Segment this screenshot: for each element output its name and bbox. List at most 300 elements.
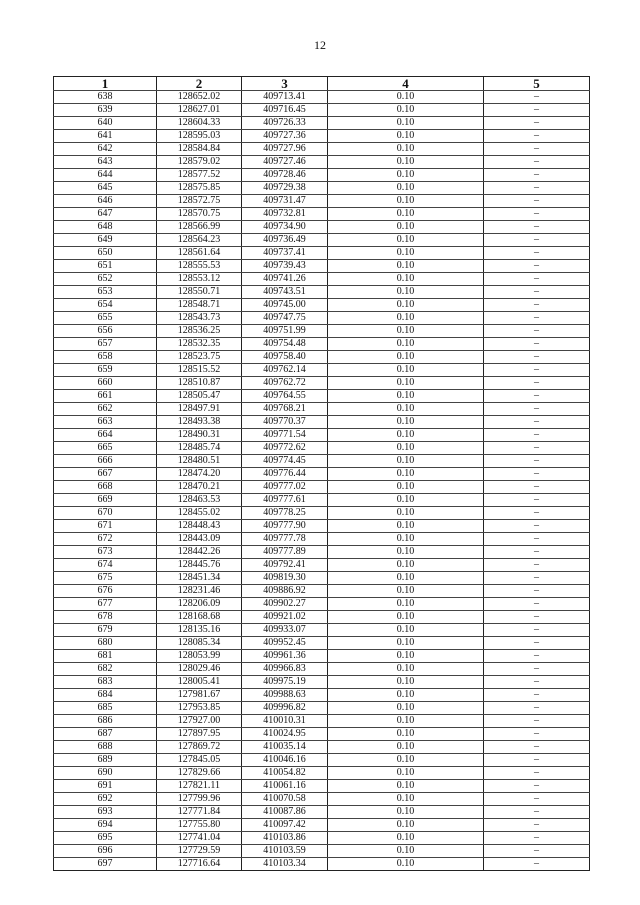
accuracy-cell: 0.10 [328, 585, 484, 598]
note-cell: – [484, 364, 590, 377]
y-coordinate-cell: 409770.37 [242, 416, 328, 429]
accuracy-cell: 0.10 [328, 663, 484, 676]
x-coordinate-cell: 128451.34 [157, 572, 242, 585]
accuracy-cell: 0.10 [328, 741, 484, 754]
point-number-cell: 672 [54, 533, 157, 546]
table-row [54, 130, 590, 143]
table-row [54, 208, 590, 221]
point-number-cell: 693 [54, 806, 157, 819]
x-coordinate-cell: 128135.16 [157, 624, 242, 637]
y-coordinate-cell: 410035.14 [242, 741, 328, 754]
y-coordinate-cell: 409716.45 [242, 104, 328, 117]
accuracy-cell: 0.10 [328, 481, 484, 494]
table-row [54, 754, 590, 767]
x-coordinate-cell: 128448.43 [157, 520, 242, 533]
y-coordinate-cell: 409819.30 [242, 572, 328, 585]
point-number-cell: 669 [54, 494, 157, 507]
point-number-cell: 680 [54, 637, 157, 650]
point-number-cell: 659 [54, 364, 157, 377]
point-number-cell: 671 [54, 520, 157, 533]
point-number-cell: 676 [54, 585, 157, 598]
point-number-cell: 681 [54, 650, 157, 663]
table-row [54, 663, 590, 676]
y-coordinate-cell: 409778.25 [242, 507, 328, 520]
table-row [54, 351, 590, 364]
point-number-cell: 665 [54, 442, 157, 455]
table-row [54, 416, 590, 429]
table-row [54, 507, 590, 520]
accuracy-cell: 0.10 [328, 286, 484, 299]
accuracy-cell: 0.10 [328, 416, 484, 429]
table-row [54, 156, 590, 169]
point-number-cell: 690 [54, 767, 157, 780]
y-coordinate-cell: 409754.48 [242, 338, 328, 351]
y-coordinate-cell: 409886.92 [242, 585, 328, 598]
point-number-cell: 697 [54, 858, 157, 871]
note-cell: – [484, 442, 590, 455]
table-row [54, 845, 590, 858]
note-cell: – [484, 702, 590, 715]
x-coordinate-cell: 128206.09 [157, 598, 242, 611]
x-coordinate-cell: 127927.00 [157, 715, 242, 728]
table-row [54, 637, 590, 650]
y-coordinate-cell: 410024.95 [242, 728, 328, 741]
table-row [54, 195, 590, 208]
y-coordinate-cell: 409727.36 [242, 130, 328, 143]
table-row [54, 234, 590, 247]
accuracy-cell: 0.10 [328, 546, 484, 559]
accuracy-cell: 0.10 [328, 611, 484, 624]
accuracy-cell: 0.10 [328, 195, 484, 208]
point-number-cell: 650 [54, 247, 157, 260]
note-cell: – [484, 741, 590, 754]
column-header-2: 2 [157, 77, 242, 91]
accuracy-cell: 0.10 [328, 247, 484, 260]
accuracy-cell: 0.10 [328, 806, 484, 819]
note-cell: – [484, 260, 590, 273]
x-coordinate-cell: 128470.21 [157, 481, 242, 494]
table-row [54, 533, 590, 546]
y-coordinate-cell: 409762.14 [242, 364, 328, 377]
table-row [54, 715, 590, 728]
point-number-cell: 679 [54, 624, 157, 637]
x-coordinate-cell: 128510.87 [157, 377, 242, 390]
accuracy-cell: 0.10 [328, 572, 484, 585]
accuracy-cell: 0.10 [328, 156, 484, 169]
point-number-cell: 651 [54, 260, 157, 273]
x-coordinate-cell: 127829.66 [157, 767, 242, 780]
y-coordinate-cell: 410070.58 [242, 793, 328, 806]
table-row [54, 624, 590, 637]
note-cell: – [484, 390, 590, 403]
point-number-cell: 692 [54, 793, 157, 806]
x-coordinate-cell: 128548.71 [157, 299, 242, 312]
note-cell: – [484, 312, 590, 325]
table-row [54, 728, 590, 741]
accuracy-cell: 0.10 [328, 299, 484, 312]
table-row [54, 819, 590, 832]
column-header-5: 5 [484, 77, 590, 91]
y-coordinate-cell: 409728.46 [242, 169, 328, 182]
y-coordinate-cell: 409933.07 [242, 624, 328, 637]
x-coordinate-cell: 128455.02 [157, 507, 242, 520]
x-coordinate-cell: 127953.85 [157, 702, 242, 715]
note-cell: – [484, 806, 590, 819]
accuracy-cell: 0.10 [328, 130, 484, 143]
note-cell: – [484, 494, 590, 507]
y-coordinate-cell: 409743.51 [242, 286, 328, 299]
x-coordinate-cell: 128474.20 [157, 468, 242, 481]
note-cell: – [484, 169, 590, 182]
y-coordinate-cell: 409996.82 [242, 702, 328, 715]
column-header-4: 4 [328, 77, 484, 91]
y-coordinate-cell: 409739.43 [242, 260, 328, 273]
table-row [54, 598, 590, 611]
y-coordinate-cell: 409975.19 [242, 676, 328, 689]
y-coordinate-cell: 409762.72 [242, 377, 328, 390]
accuracy-cell: 0.10 [328, 598, 484, 611]
table-body [54, 91, 590, 871]
note-cell: – [484, 286, 590, 299]
table-row [54, 793, 590, 806]
y-coordinate-cell: 409745.00 [242, 299, 328, 312]
note-cell: – [484, 416, 590, 429]
table-row [54, 520, 590, 533]
x-coordinate-cell: 128575.85 [157, 182, 242, 195]
x-coordinate-cell: 127729.59 [157, 845, 242, 858]
table-row [54, 676, 590, 689]
accuracy-cell: 0.10 [328, 715, 484, 728]
table-row [54, 468, 590, 481]
x-coordinate-cell: 127716.64 [157, 858, 242, 871]
x-coordinate-cell: 128595.03 [157, 130, 242, 143]
accuracy-cell: 0.10 [328, 390, 484, 403]
y-coordinate-cell: 409952.45 [242, 637, 328, 650]
point-number-cell: 684 [54, 689, 157, 702]
table-row [54, 182, 590, 195]
accuracy-cell: 0.10 [328, 767, 484, 780]
x-coordinate-cell: 127771.84 [157, 806, 242, 819]
y-coordinate-cell: 410087.86 [242, 806, 328, 819]
point-number-cell: 691 [54, 780, 157, 793]
y-coordinate-cell: 409768.21 [242, 403, 328, 416]
x-coordinate-cell: 128543.73 [157, 312, 242, 325]
y-coordinate-cell: 410103.86 [242, 832, 328, 845]
note-cell: – [484, 247, 590, 260]
note-cell: – [484, 832, 590, 845]
accuracy-cell: 0.10 [328, 221, 484, 234]
table-row [54, 377, 590, 390]
page-number: 12 [314, 38, 326, 52]
accuracy-cell: 0.10 [328, 832, 484, 845]
note-cell: – [484, 403, 590, 416]
point-number-cell: 667 [54, 468, 157, 481]
note-cell: – [484, 377, 590, 390]
y-coordinate-cell: 410046.16 [242, 754, 328, 767]
table-row [54, 338, 590, 351]
x-coordinate-cell: 128505.47 [157, 390, 242, 403]
table-row [54, 806, 590, 819]
table-row [54, 286, 590, 299]
accuracy-cell: 0.10 [328, 364, 484, 377]
table-row [54, 767, 590, 780]
note-cell: – [484, 637, 590, 650]
point-number-cell: 645 [54, 182, 157, 195]
note-cell: – [484, 572, 590, 585]
x-coordinate-cell: 127799.96 [157, 793, 242, 806]
note-cell: – [484, 468, 590, 481]
table-row [54, 741, 590, 754]
table-row [54, 403, 590, 416]
y-coordinate-cell: 409777.78 [242, 533, 328, 546]
y-coordinate-cell: 409731.47 [242, 195, 328, 208]
point-number-cell: 657 [54, 338, 157, 351]
table-row [54, 312, 590, 325]
y-coordinate-cell: 409777.90 [242, 520, 328, 533]
note-cell: – [484, 715, 590, 728]
accuracy-cell: 0.10 [328, 559, 484, 572]
note-cell: – [484, 546, 590, 559]
point-number-cell: 642 [54, 143, 157, 156]
x-coordinate-cell: 128550.71 [157, 286, 242, 299]
note-cell: – [484, 793, 590, 806]
accuracy-cell: 0.10 [328, 260, 484, 273]
note-cell: – [484, 234, 590, 247]
note-cell: – [484, 338, 590, 351]
x-coordinate-cell: 128085.34 [157, 637, 242, 650]
x-coordinate-cell: 128652.02 [157, 91, 242, 104]
point-number-cell: 655 [54, 312, 157, 325]
y-coordinate-cell: 409792.41 [242, 559, 328, 572]
accuracy-cell: 0.10 [328, 702, 484, 715]
y-coordinate-cell: 409961.36 [242, 650, 328, 663]
accuracy-cell: 0.10 [328, 273, 484, 286]
y-coordinate-cell: 409777.61 [242, 494, 328, 507]
point-number-cell: 640 [54, 117, 157, 130]
accuracy-cell: 0.10 [328, 143, 484, 156]
note-cell: – [484, 273, 590, 286]
point-number-cell: 688 [54, 741, 157, 754]
table-row [54, 143, 590, 156]
y-coordinate-cell: 409776.44 [242, 468, 328, 481]
table-row [54, 91, 590, 104]
note-cell: – [484, 104, 590, 117]
table-row [54, 247, 590, 260]
x-coordinate-cell: 128536.25 [157, 325, 242, 338]
y-coordinate-cell: 409772.62 [242, 442, 328, 455]
note-cell: – [484, 182, 590, 195]
x-coordinate-cell: 128627.01 [157, 104, 242, 117]
note-cell: – [484, 559, 590, 572]
note-cell: – [484, 533, 590, 546]
point-number-cell: 641 [54, 130, 157, 143]
x-coordinate-cell: 128553.12 [157, 273, 242, 286]
accuracy-cell: 0.10 [328, 819, 484, 832]
point-number-cell: 639 [54, 104, 157, 117]
note-cell: – [484, 195, 590, 208]
point-number-cell: 666 [54, 455, 157, 468]
table-row [54, 559, 590, 572]
table-row [54, 780, 590, 793]
point-number-cell: 653 [54, 286, 157, 299]
x-coordinate-cell: 128572.75 [157, 195, 242, 208]
point-number-cell: 654 [54, 299, 157, 312]
table-row [54, 585, 590, 598]
table-row [54, 455, 590, 468]
note-cell: – [484, 208, 590, 221]
note-cell: – [484, 520, 590, 533]
note-cell: – [484, 325, 590, 338]
x-coordinate-cell: 127845.05 [157, 754, 242, 767]
table-row [54, 481, 590, 494]
accuracy-cell: 0.10 [328, 455, 484, 468]
accuracy-cell: 0.10 [328, 728, 484, 741]
table-row [54, 325, 590, 338]
note-cell: – [484, 754, 590, 767]
x-coordinate-cell: 127755.80 [157, 819, 242, 832]
accuracy-cell: 0.10 [328, 169, 484, 182]
point-number-cell: 689 [54, 754, 157, 767]
accuracy-cell: 0.10 [328, 533, 484, 546]
accuracy-cell: 0.10 [328, 780, 484, 793]
note-cell: – [484, 156, 590, 169]
x-coordinate-cell: 128564.23 [157, 234, 242, 247]
accuracy-cell: 0.10 [328, 637, 484, 650]
point-number-cell: 695 [54, 832, 157, 845]
point-number-cell: 685 [54, 702, 157, 715]
note-cell: – [484, 429, 590, 442]
accuracy-cell: 0.10 [328, 377, 484, 390]
accuracy-cell: 0.10 [328, 351, 484, 364]
note-cell: – [484, 767, 590, 780]
x-coordinate-cell: 128231.46 [157, 585, 242, 598]
point-number-cell: 670 [54, 507, 157, 520]
x-coordinate-cell: 127897.95 [157, 728, 242, 741]
y-coordinate-cell: 409966.83 [242, 663, 328, 676]
accuracy-cell: 0.10 [328, 338, 484, 351]
note-cell: – [484, 624, 590, 637]
x-coordinate-cell: 127981.67 [157, 689, 242, 702]
x-coordinate-cell: 128029.46 [157, 663, 242, 676]
accuracy-cell: 0.10 [328, 650, 484, 663]
x-coordinate-cell: 128445.76 [157, 559, 242, 572]
y-coordinate-cell: 409921.02 [242, 611, 328, 624]
point-number-cell: 656 [54, 325, 157, 338]
note-cell: – [484, 845, 590, 858]
x-coordinate-cell: 128443.09 [157, 533, 242, 546]
y-coordinate-cell: 409764.55 [242, 390, 328, 403]
note-cell: – [484, 611, 590, 624]
x-coordinate-cell: 128584.84 [157, 143, 242, 156]
table-row [54, 494, 590, 507]
point-number-cell: 696 [54, 845, 157, 858]
accuracy-cell: 0.10 [328, 676, 484, 689]
accuracy-cell: 0.10 [328, 312, 484, 325]
x-coordinate-cell: 128493.38 [157, 416, 242, 429]
x-coordinate-cell: 128463.53 [157, 494, 242, 507]
x-coordinate-cell: 128168.68 [157, 611, 242, 624]
x-coordinate-cell: 127869.72 [157, 741, 242, 754]
table-row [54, 260, 590, 273]
point-number-cell: 661 [54, 390, 157, 403]
y-coordinate-cell: 409737.41 [242, 247, 328, 260]
accuracy-cell: 0.10 [328, 182, 484, 195]
y-coordinate-cell: 409741.26 [242, 273, 328, 286]
y-coordinate-cell: 409777.89 [242, 546, 328, 559]
note-cell: – [484, 130, 590, 143]
y-coordinate-cell: 409751.99 [242, 325, 328, 338]
y-coordinate-cell: 409902.27 [242, 598, 328, 611]
y-coordinate-cell: 409774.45 [242, 455, 328, 468]
point-number-cell: 644 [54, 169, 157, 182]
accuracy-cell: 0.10 [328, 429, 484, 442]
point-number-cell: 648 [54, 221, 157, 234]
accuracy-cell: 0.10 [328, 689, 484, 702]
note-cell: – [484, 351, 590, 364]
accuracy-cell: 0.10 [328, 754, 484, 767]
point-number-cell: 646 [54, 195, 157, 208]
x-coordinate-cell: 128577.52 [157, 169, 242, 182]
note-cell: – [484, 598, 590, 611]
table-row [54, 364, 590, 377]
table-row [54, 390, 590, 403]
point-number-cell: 643 [54, 156, 157, 169]
note-cell: – [484, 819, 590, 832]
table-header-row [54, 77, 590, 91]
x-coordinate-cell: 128485.74 [157, 442, 242, 455]
point-number-cell: 682 [54, 663, 157, 676]
y-coordinate-cell: 409734.90 [242, 221, 328, 234]
x-coordinate-cell: 128561.64 [157, 247, 242, 260]
table-row [54, 650, 590, 663]
note-cell: – [484, 585, 590, 598]
note-cell: – [484, 780, 590, 793]
table-row [54, 442, 590, 455]
x-coordinate-cell: 128515.52 [157, 364, 242, 377]
point-number-cell: 658 [54, 351, 157, 364]
y-coordinate-cell: 409758.40 [242, 351, 328, 364]
point-number-cell: 663 [54, 416, 157, 429]
point-number-cell: 638 [54, 91, 157, 104]
x-coordinate-cell: 128532.35 [157, 338, 242, 351]
x-coordinate-cell: 128053.99 [157, 650, 242, 663]
y-coordinate-cell: 409729.38 [242, 182, 328, 195]
x-coordinate-cell: 128497.91 [157, 403, 242, 416]
y-coordinate-cell: 409736.49 [242, 234, 328, 247]
x-coordinate-cell: 128570.75 [157, 208, 242, 221]
accuracy-cell: 0.10 [328, 234, 484, 247]
accuracy-cell: 0.10 [328, 325, 484, 338]
table-row [54, 858, 590, 871]
accuracy-cell: 0.10 [328, 858, 484, 871]
point-number-cell: 677 [54, 598, 157, 611]
point-number-cell: 652 [54, 273, 157, 286]
note-cell: – [484, 689, 590, 702]
accuracy-cell: 0.10 [328, 494, 484, 507]
accuracy-cell: 0.10 [328, 208, 484, 221]
column-header-1: 1 [54, 77, 157, 91]
table-row [54, 169, 590, 182]
y-coordinate-cell: 409727.46 [242, 156, 328, 169]
table-row [54, 429, 590, 442]
point-number-cell: 686 [54, 715, 157, 728]
table-row [54, 221, 590, 234]
table-row [54, 299, 590, 312]
point-number-cell: 649 [54, 234, 157, 247]
note-cell: – [484, 650, 590, 663]
table-row [54, 702, 590, 715]
accuracy-cell: 0.10 [328, 793, 484, 806]
